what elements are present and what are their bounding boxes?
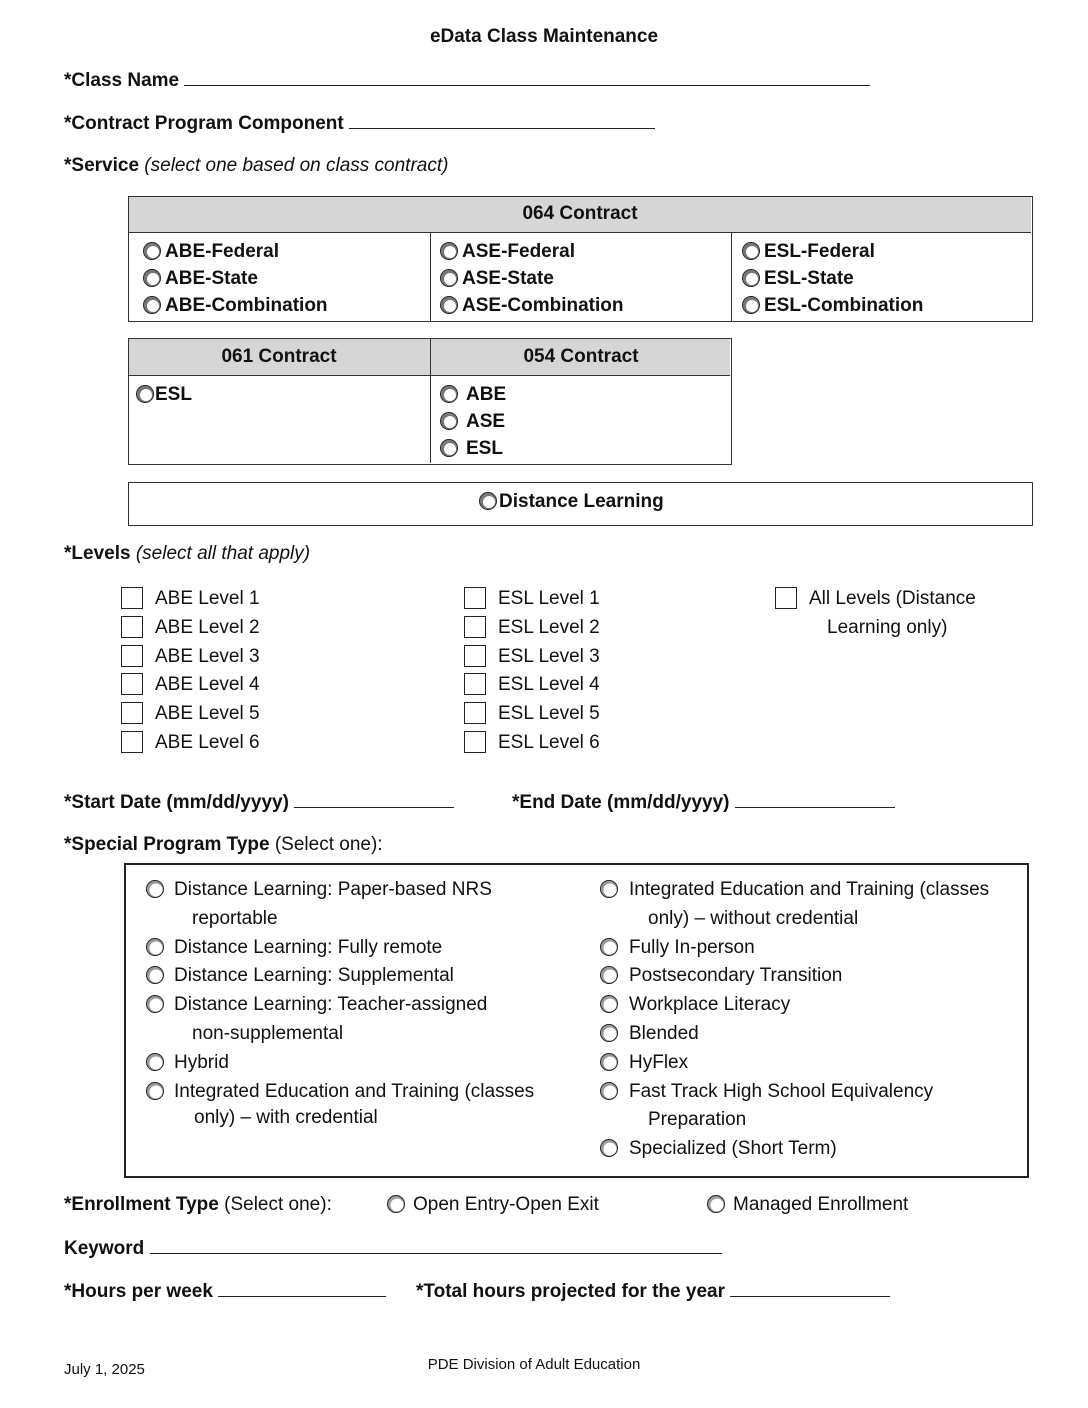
levels-label: *Levels [64,543,131,564]
start-date-row [64,791,454,814]
radio-option[interactable]: ESL-Federal [742,238,923,265]
radio-option[interactable]: ABE-Combination [143,292,328,319]
total-hours-row [416,1280,890,1303]
enrollment-managed-option[interactable]: Managed Enrollment [707,1194,908,1216]
radio-option[interactable]: Integrated Education and Training (classes [146,1078,534,1107]
radio-button-icon[interactable] [742,242,760,260]
radio-option[interactable]: Distance Learning: Teacher-assigned [146,991,534,1020]
radio-button-icon[interactable] [136,385,154,403]
radio-option[interactable]: ASE-Combination [440,292,624,319]
divider [430,232,431,321]
radio-option[interactable]: Specialized (Short Term) [600,1135,989,1164]
radio-button-icon[interactable] [440,296,458,314]
checkbox[interactable] [121,645,143,667]
keyword-row [64,1237,722,1260]
radio-button-icon[interactable] [600,1082,618,1100]
levels-row [64,543,310,565]
radio-option[interactable]: Fast Track High School Equivalency [600,1078,989,1107]
radio-option[interactable]: ABE [440,381,506,408]
hours-per-week-field[interactable] [218,1280,386,1297]
keyword-field[interactable] [150,1237,722,1254]
checkbox-option[interactable]: ESL Level 1 [464,585,600,614]
radio-option[interactable]: ASE-State [440,265,624,292]
contract-061-header: 061 Contract [221,346,337,367]
radio-option[interactable]: Hybrid [146,1049,534,1078]
checkbox-option[interactable]: ABE Level 2 [121,614,260,643]
footer-org: PDE Division of Adult Education [427,1356,641,1373]
contract-064-abe-options [143,238,328,319]
radio-option[interactable]: ASE [440,408,506,435]
checkbox[interactable] [464,702,486,724]
checkbox[interactable] [775,587,797,609]
radio-button-icon[interactable] [479,492,497,510]
radio-button-icon[interactable] [387,1195,405,1213]
contract-064-header: 064 Contract [129,197,1031,233]
divider [731,232,732,321]
radio-option[interactable]: Blended [600,1020,989,1049]
start-date-label: *Start Date (mm/dd/yyyy) [64,792,289,813]
radio-button-icon[interactable] [440,439,458,457]
radio-button-icon[interactable] [440,412,458,430]
radio-button-icon[interactable] [143,296,161,314]
enrollment-open-entry-option[interactable]: Open Entry-Open Exit [387,1194,599,1216]
esl-levels-list [464,585,600,758]
radio-button-icon[interactable] [600,966,618,984]
class-name-label: *Class Name [64,70,180,91]
all-levels-option[interactable]: All Levels (Distance Learning only) [775,585,976,643]
checkbox-option[interactable]: ESL Level 6 [464,729,600,758]
radio-button-icon[interactable] [146,966,164,984]
contract-064-esl-options [742,238,923,319]
special-program-type-row [64,834,383,856]
radio-option[interactable]: Distance Learning: Paper-based NRS [146,876,534,905]
radio-button-icon[interactable] [600,938,618,956]
checkbox[interactable] [121,587,143,609]
total-hours-field[interactable] [730,1280,890,1297]
start-date-field[interactable] [294,791,454,808]
radio-button-icon[interactable] [146,995,164,1013]
enrollment-type-label: *Enrollment Type [64,1194,219,1215]
service-row [64,155,448,177]
special-program-left-list: Distance Learning: Paper-based NRS reportable Distance Learning: Fully remote Distance Learning: Supplemental Distance Learning: Teacher-assigned non-supplemental Hybrid Integrated Education and Training (classes only) – with credential [146,876,534,1130]
contract-program-component-field[interactable] [349,112,655,129]
radio-button-icon[interactable] [146,1053,164,1071]
checkbox-option[interactable]: ABE Level 4 [121,671,260,700]
special-program-right-list: Integrated Education and Training (classes only) – without credential Fully In-person Postsecondary Transition Workplace Literacy Blended HyFlex Fast Track High School Equivalency Preparation Specialized (Short Term) [600,876,989,1164]
service-note: (select one based on class contract) [144,155,449,176]
page-title: eData Class Maintenance [429,26,659,47]
checkbox[interactable] [464,731,486,753]
checkbox-option[interactable]: ESL Level 4 [464,671,600,700]
abe-levels-list [121,585,260,758]
radio-button-icon[interactable] [600,1139,618,1157]
contract-program-component-label: *Contract Program Component [64,113,344,134]
radio-option[interactable]: Postsecondary Transition [600,962,989,991]
keyword-label: Keyword [64,1238,145,1259]
radio-button-icon[interactable] [707,1195,725,1213]
checkbox[interactable] [121,702,143,724]
radio-button-icon[interactable] [440,242,458,260]
radio-button-icon[interactable] [440,385,458,403]
radio-option[interactable]: HyFlex [600,1049,989,1078]
checkbox-option[interactable]: ESL Level 5 [464,700,600,729]
radio-option[interactable]: ESL [440,435,506,462]
checkbox-option[interactable]: ESL Level 2 [464,614,600,643]
radio-option[interactable]: Fully In-person [600,934,989,963]
special-program-type-note: (Select one): [274,834,383,855]
checkbox-option[interactable]: ABE Level 5 [121,700,260,729]
checkbox-option[interactable]: ESL Level 3 [464,643,600,672]
contract-054-options [440,381,506,462]
special-program-type-label: *Special Program Type [64,834,270,855]
radio-option[interactable]: ASE-Federal [440,238,624,265]
checkbox[interactable] [121,616,143,638]
contract-program-component-row [64,112,655,135]
radio-option[interactable]: ESL [136,381,192,408]
checkbox[interactable] [464,587,486,609]
checkbox[interactable] [464,645,486,667]
radio-option[interactable]: ESL-State [742,265,923,292]
radio-button-icon[interactable] [146,1082,164,1100]
end-date-row [512,791,895,814]
radio-button-icon[interactable] [143,242,161,260]
enrollment-type-note: (Select one): [224,1194,332,1215]
hours-per-week-label: *Hours per week [64,1281,213,1302]
class-name-field[interactable] [184,69,870,86]
radio-option[interactable]: ESL-Combination [742,292,923,319]
radio-button-icon[interactable] [600,880,618,898]
end-date-label: *End Date (mm/dd/yyyy) [512,792,730,813]
radio-option[interactable]: Workplace Literacy [600,991,989,1020]
radio-option[interactable]: ABE-State [143,265,328,292]
service-label: *Service [64,155,140,176]
contract-061-options [136,381,192,408]
radio-button-icon[interactable] [146,880,164,898]
levels-note: (select all that apply) [135,543,311,564]
distance-learning-option[interactable]: Distance Learning [479,491,664,513]
radio-option[interactable]: Distance Learning: Fully remote [146,934,534,963]
end-date-field[interactable] [735,791,895,808]
radio-button-icon[interactable] [143,269,161,287]
radio-option[interactable]: ABE-Federal [143,238,328,265]
checkbox[interactable] [121,731,143,753]
checkbox[interactable] [464,673,486,695]
radio-button-icon[interactable] [146,938,164,956]
total-hours-label: *Total hours projected for the year [416,1281,725,1302]
enrollment-type-row [64,1194,332,1216]
radio-button-icon[interactable] [742,296,760,314]
class-name-row [64,69,870,92]
checkbox[interactable] [464,616,486,638]
radio-option[interactable]: Integrated Education and Training (classes [600,876,989,905]
checkbox-option[interactable]: ABE Level 3 [121,643,260,672]
radio-option[interactable]: Distance Learning: Supplemental [146,962,534,991]
radio-button-icon[interactable] [600,1024,618,1042]
radio-button-icon[interactable] [440,269,458,287]
checkbox[interactable] [121,673,143,695]
radio-button-icon[interactable] [742,269,760,287]
footer-date: July 1, 2025 [64,1361,145,1378]
checkbox-option[interactable]: ABE Level 1 [121,585,260,614]
radio-button-icon[interactable] [600,1053,618,1071]
checkbox-option[interactable]: ABE Level 6 [121,729,260,758]
contract-064-ase-options [440,238,624,319]
hours-per-week-row [64,1280,386,1303]
contract-054-header: 054 Contract [523,346,639,367]
radio-button-icon[interactable] [600,995,618,1013]
